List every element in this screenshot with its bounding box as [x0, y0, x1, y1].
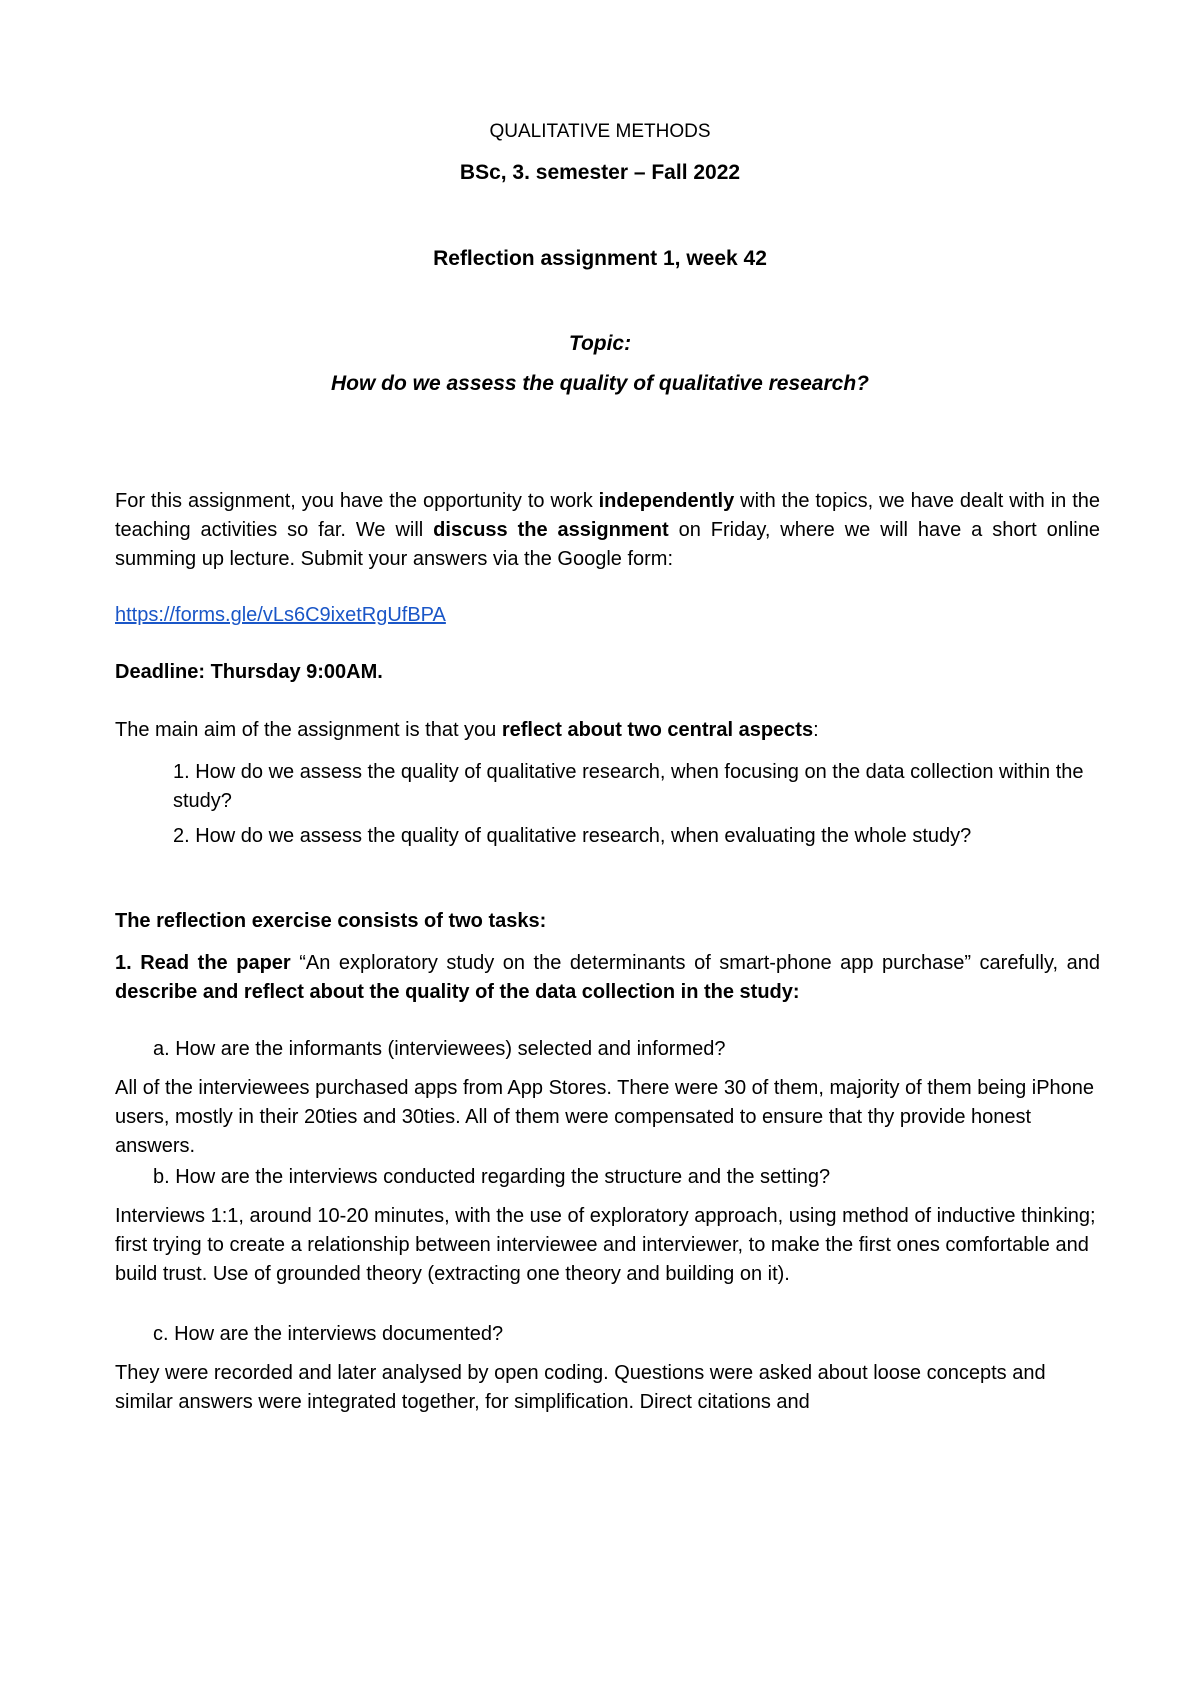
aspect-2: 2. How do we assess the quality of qualitative research, when evaluating the whole study? — [173, 825, 972, 847]
topic-label: Topic: — [568, 332, 632, 355]
answer-a: All of the interviewees purchased apps from App Stores. There were 30 of them, majority of them being iPhone users, mostly in their 20ties and 30ties. All of them were compensated to ensure that thy provide honest answers. — [115, 1077, 1095, 1157]
question-b: b. How are the interviews conducted regarding the structure and the setting? — [153, 1166, 831, 1188]
aim-paragraph — [115, 716, 1100, 745]
answer-b: Interviews 1:1, around 10-20 minutes, with the use of exploratory approach, using method of inductive thinking; first trying to create a relationship between interviewee and interviewer, to make the first ones comfortable and build trust. Use of grounded theory (extracting one theory and building on it). — [115, 1205, 1096, 1285]
assignment-title: Reflection assignment 1, week 42 — [433, 247, 767, 270]
intro-text-1: For this assignment, you have the opportunity to work — [115, 490, 599, 512]
question-c: c. How are the interviews documented? — [153, 1323, 504, 1345]
google-form-link[interactable]: https://forms.gle/vLs6C9ixetRgUfBPA — [115, 604, 446, 626]
tasks-heading: The reflection exercise consists of two tasks: — [115, 910, 547, 932]
intro-text-3: on Friday, where we will have a short online summing up lecture. Submit your answers via the Google form: — [115, 519, 1100, 570]
task-1-text: “An exploratory study on the determinants of smart-phone app purchase” carefully, and — [290, 952, 1100, 974]
course-title: QUALITATIVE METHODS — [489, 121, 711, 142]
topic-question: How do we assess the quality of qualitative research? — [330, 372, 869, 395]
intro-bold-independently: independently — [598, 490, 735, 512]
answer-c: They were recorded and later analysed by open coding. Questions were asked about loose concepts and similar answers were integrated together, for simplification. Direct citations and — [115, 1362, 1046, 1413]
intro-bold-discuss: discuss the assignment — [433, 519, 669, 541]
task-1-bold-describe: describe and reflect about the quality of the data collection in the study: — [115, 981, 800, 1003]
intro-paragraph — [115, 487, 1100, 574]
task-1-bold-read: 1. Read the paper — [115, 952, 291, 974]
aim-bold: reflect about two central aspects — [501, 719, 814, 741]
aspect-1: 1. How do we assess the quality of qualitative research, when focusing on the data collection within the study? — [173, 761, 1084, 812]
task-1-paragraph — [115, 949, 1100, 1007]
aim-text-1: The main aim of the assignment is that you — [115, 719, 502, 741]
question-a: a. How are the informants (interviewees) selected and informed? — [153, 1038, 726, 1060]
aim-text-2: : — [813, 719, 819, 741]
intro-text-2: with the topics, we have dealt with in the teaching activities so far. We will — [115, 490, 1100, 541]
semester-line: BSc, 3. semester – Fall 2022 — [459, 161, 741, 184]
deadline: Deadline: Thursday 9:00AM. — [115, 661, 383, 683]
